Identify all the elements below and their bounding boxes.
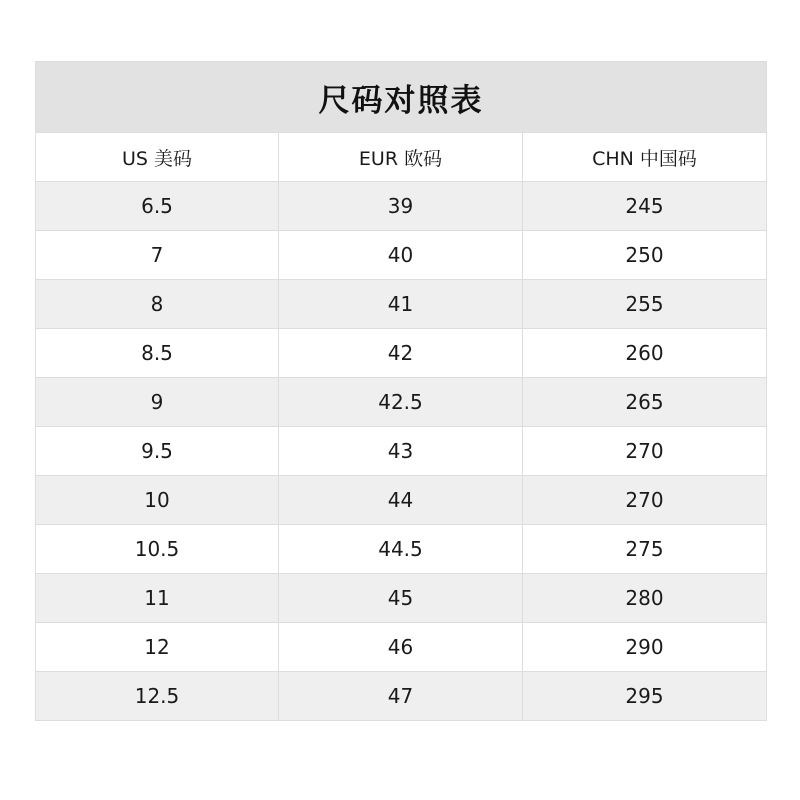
table-row [36, 231, 767, 280]
chn-size-cell: 275 [523, 525, 767, 574]
eur-size-cell: 40 [279, 231, 523, 280]
chn-size-cell: 245 [523, 182, 767, 231]
eur-size-cell: 46 [279, 623, 523, 672]
us-size-cell: 10.5 [36, 525, 279, 574]
chn-size-cell: 255 [523, 280, 767, 329]
us-size-cell: 12 [36, 623, 279, 672]
column-header-us: US 美码 [36, 133, 279, 182]
chn-size-cell: 270 [523, 476, 767, 525]
table-row [36, 378, 767, 427]
table-row [36, 427, 767, 476]
table-row [36, 280, 767, 329]
eur-size-cell: 42.5 [279, 378, 523, 427]
chn-size-cell: 295 [523, 672, 767, 721]
us-size-cell: 9 [36, 378, 279, 427]
us-size-cell: 6.5 [36, 182, 279, 231]
us-size-cell: 12.5 [36, 672, 279, 721]
us-size-cell: 8.5 [36, 329, 279, 378]
eur-size-cell: 45 [279, 574, 523, 623]
table-row [36, 182, 767, 231]
eur-size-cell: 43 [279, 427, 523, 476]
chn-size-cell: 290 [523, 623, 767, 672]
table-row [36, 476, 767, 525]
eur-size-cell: 42 [279, 329, 523, 378]
us-size-cell: 8 [36, 280, 279, 329]
eur-size-cell: 41 [279, 280, 523, 329]
chn-size-cell: 280 [523, 574, 767, 623]
column-header-chn: CHN 中国码 [523, 133, 767, 182]
us-size-cell: 7 [36, 231, 279, 280]
us-size-cell: 9.5 [36, 427, 279, 476]
size-chart-table [35, 61, 767, 721]
table-row [36, 574, 767, 623]
size-rows [36, 182, 767, 721]
eur-size-cell: 44.5 [279, 525, 523, 574]
table-row [36, 623, 767, 672]
chn-size-cell: 260 [523, 329, 767, 378]
column-header-eur: EUR 欧码 [279, 133, 523, 182]
eur-size-cell: 47 [279, 672, 523, 721]
chn-size-cell: 270 [523, 427, 767, 476]
us-size-cell: 11 [36, 574, 279, 623]
table-row [36, 525, 767, 574]
us-size-cell: 10 [36, 476, 279, 525]
chn-size-cell: 265 [523, 378, 767, 427]
table-row [36, 329, 767, 378]
size-chart-title: 尺码对照表 [36, 62, 767, 133]
header-row [36, 133, 767, 182]
chn-size-cell: 250 [523, 231, 767, 280]
eur-size-cell: 44 [279, 476, 523, 525]
title-row [36, 62, 767, 133]
eur-size-cell: 39 [279, 182, 523, 231]
table-row [36, 672, 767, 721]
